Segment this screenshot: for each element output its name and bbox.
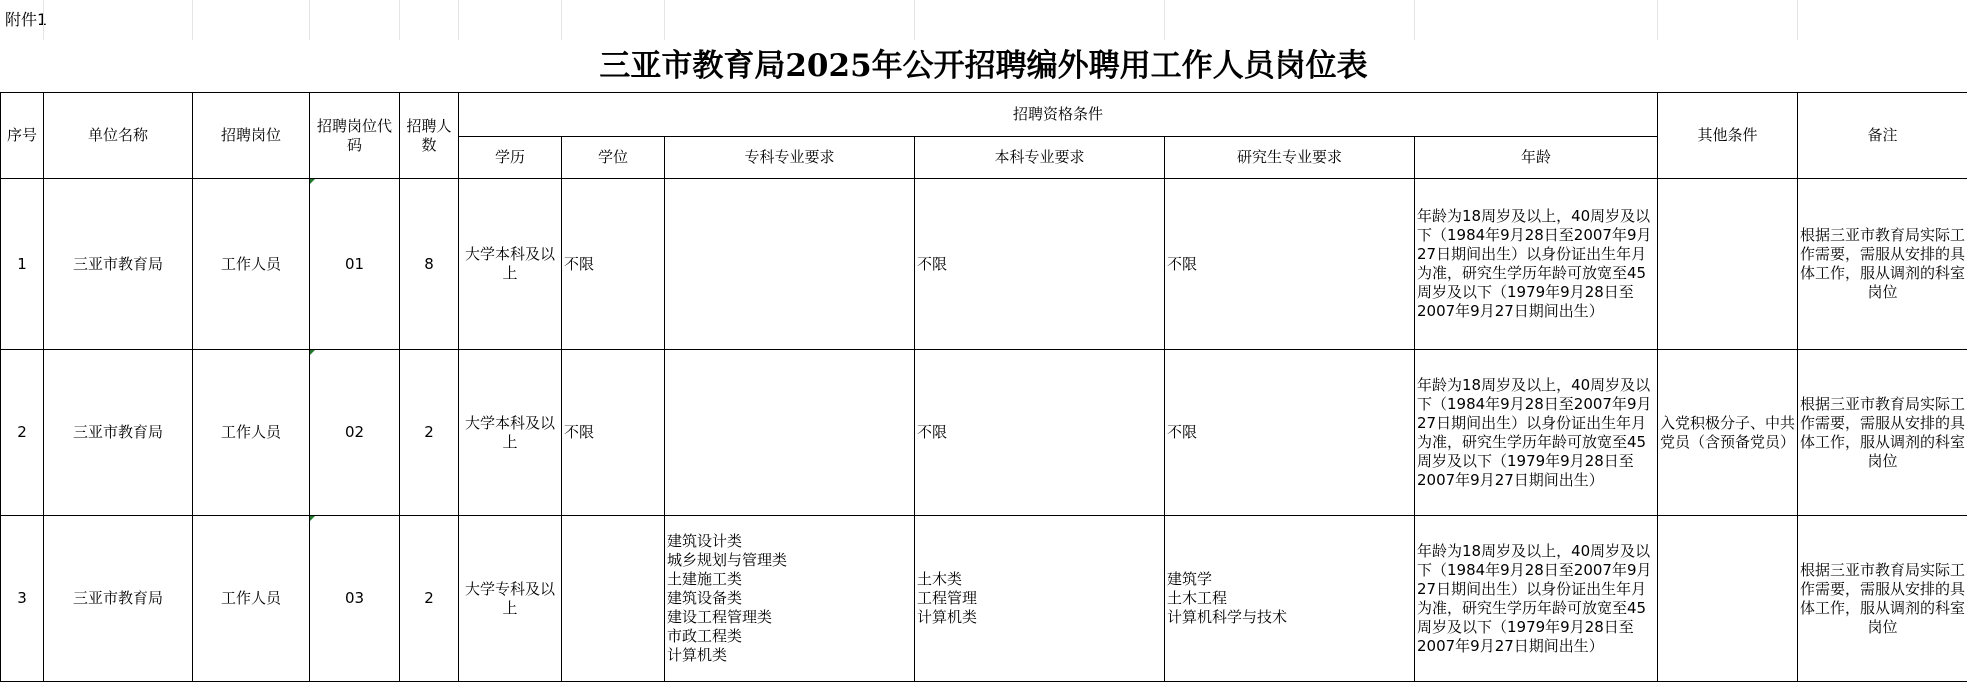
cell-position: 工作人员 (193, 350, 310, 516)
header-remarks: 备注 (1798, 93, 1967, 179)
header-bachelor-major: 本科专业要求 (915, 137, 1165, 179)
cell-bachelor-major (915, 516, 1165, 682)
cell-seq: 1 (1, 179, 44, 350)
major-item: 城乡规划与管理类 (667, 551, 788, 569)
cell-code: 01 (310, 179, 400, 350)
cell-age: 年龄为18周岁及以上，40周岁及以下（1984年9月28日至2007年9月27日期间出生）以身份证出生年月为准，研究生学历年龄可放宽至45周岁及以下（1979年9月28日至2007年9月27日期间出生） (1415, 350, 1658, 516)
cell-other (1658, 516, 1798, 682)
cell-graduate-major (1165, 179, 1415, 350)
table-row (1, 350, 1967, 516)
sheet-gridline (664, 0, 665, 40)
header-unit: 单位名称 (44, 93, 193, 179)
header-age: 年龄 (1415, 137, 1658, 179)
header-seq: 序号 (1, 93, 44, 179)
major-item: 土木类 (917, 570, 963, 588)
major-item: 土建施工类 (667, 570, 743, 588)
header-position: 招聘岗位 (193, 93, 310, 179)
cell-education: 大学专科及以上 (459, 516, 562, 682)
cell-age: 年龄为18周岁及以上，40周岁及以下（1984年9月28日至2007年9月27日期间出生）以身份证出生年月为准，研究生学历年龄可放宽至45周岁及以下（1979年9月28日至2007年9月27日期间出生） (1415, 179, 1658, 350)
cell-unit: 三亚市教育局 (44, 516, 193, 682)
header-graduate-major: 研究生专业要求 (1165, 137, 1415, 179)
sheet-gridline (1414, 0, 1415, 40)
sheet-gridline (399, 0, 400, 40)
cell-count: 8 (400, 179, 459, 350)
major-item: 建筑学 (1167, 570, 1213, 588)
major-item: 计算机类 (667, 646, 728, 664)
header-degree: 学位 (562, 137, 665, 179)
sheet-gridline (1164, 0, 1165, 40)
major-item: 不限 (1167, 423, 1198, 441)
header-count: 招聘人数 (400, 93, 459, 179)
positions-table (0, 92, 1967, 682)
cell-bachelor-major (915, 350, 1165, 516)
cell-unit: 三亚市教育局 (44, 350, 193, 516)
cell-degree (562, 516, 665, 682)
header-college-major: 专科专业要求 (665, 137, 915, 179)
sheet-gridline (561, 0, 562, 40)
cell-unit: 三亚市教育局 (44, 179, 193, 350)
cell-education: 大学本科及以上 (459, 179, 562, 350)
major-item: 计算机类 (917, 608, 978, 626)
cell-code: 03 (310, 516, 400, 682)
page-title: 三亚市教育局2025年公开招聘编外聘用工作人员岗位表 (599, 48, 1368, 84)
sheet-gridline (1657, 0, 1658, 40)
major-item: 建筑设备类 (667, 589, 743, 607)
attachment-row (0, 0, 1967, 40)
sheet-gridline (192, 0, 193, 40)
cell-count: 2 (400, 516, 459, 682)
major-item: 不限 (917, 423, 948, 441)
cell-degree: 不限 (562, 179, 665, 350)
sheet-gridline (43, 0, 44, 40)
header-code: 招聘岗位代码 (310, 93, 400, 179)
cell-remarks: 根据三亚市教育局实际工作需要，需服从安排的具体工作，服从调剂的科室岗位 (1798, 179, 1967, 350)
table-row (1, 179, 1967, 350)
cell-seq: 3 (1, 516, 44, 682)
cell-education: 大学本科及以上 (459, 350, 562, 516)
cell-bachelor-major (915, 179, 1165, 350)
major-item: 不限 (1167, 254, 1198, 273)
major-item: 计算机科学与技术 (1167, 608, 1288, 626)
major-item: 土木工程 (1167, 589, 1228, 607)
cell-position: 工作人员 (193, 179, 310, 350)
cell-position: 工作人员 (193, 516, 310, 682)
cell-degree: 不限 (562, 350, 665, 516)
cell-remarks: 根据三亚市教育局实际工作需要，需服从安排的具体工作，服从调剂的科室岗位 (1798, 350, 1967, 516)
cell-college-major (665, 179, 915, 350)
cell-graduate-major (1165, 516, 1415, 682)
header-qualifications: 招聘资格条件 (459, 93, 1658, 137)
cell-seq: 2 (1, 350, 44, 516)
attachment-label: 附件1 (5, 10, 48, 29)
sheet-gridline (914, 0, 915, 40)
cell-other (1658, 179, 1798, 350)
major-item: 工程管理 (917, 589, 978, 607)
major-item: 建设工程管理类 (667, 608, 773, 626)
cell-count: 2 (400, 350, 459, 516)
sheet-gridline (309, 0, 310, 40)
major-item: 不限 (917, 254, 948, 273)
header-education: 学历 (459, 137, 562, 179)
header-other: 其他条件 (1658, 93, 1798, 179)
sheet-gridline (1797, 0, 1798, 40)
cell-college-major (665, 516, 915, 682)
cell-remarks: 根据三亚市教育局实际工作需要，需服从安排的具体工作，服从调剂的科室岗位 (1798, 516, 1967, 682)
major-item: 建筑设计类 (667, 532, 743, 550)
cell-code: 02 (310, 350, 400, 516)
major-item: 市政工程类 (667, 627, 743, 645)
cell-graduate-major (1165, 350, 1415, 516)
table-row (1, 516, 1967, 682)
header-row (1, 93, 1967, 137)
cell-other: 入党积极分子、中共党员（含预备党员） (1658, 350, 1798, 516)
sheet-gridline (458, 0, 459, 40)
cell-college-major (665, 350, 915, 516)
cell-age: 年龄为18周岁及以上，40周岁及以下（1984年9月28日至2007年9月27日期间出生）以身份证出生年月为准，研究生学历年龄可放宽至45周岁及以下（1979年9月28日至2007年9月27日期间出生） (1415, 516, 1658, 682)
